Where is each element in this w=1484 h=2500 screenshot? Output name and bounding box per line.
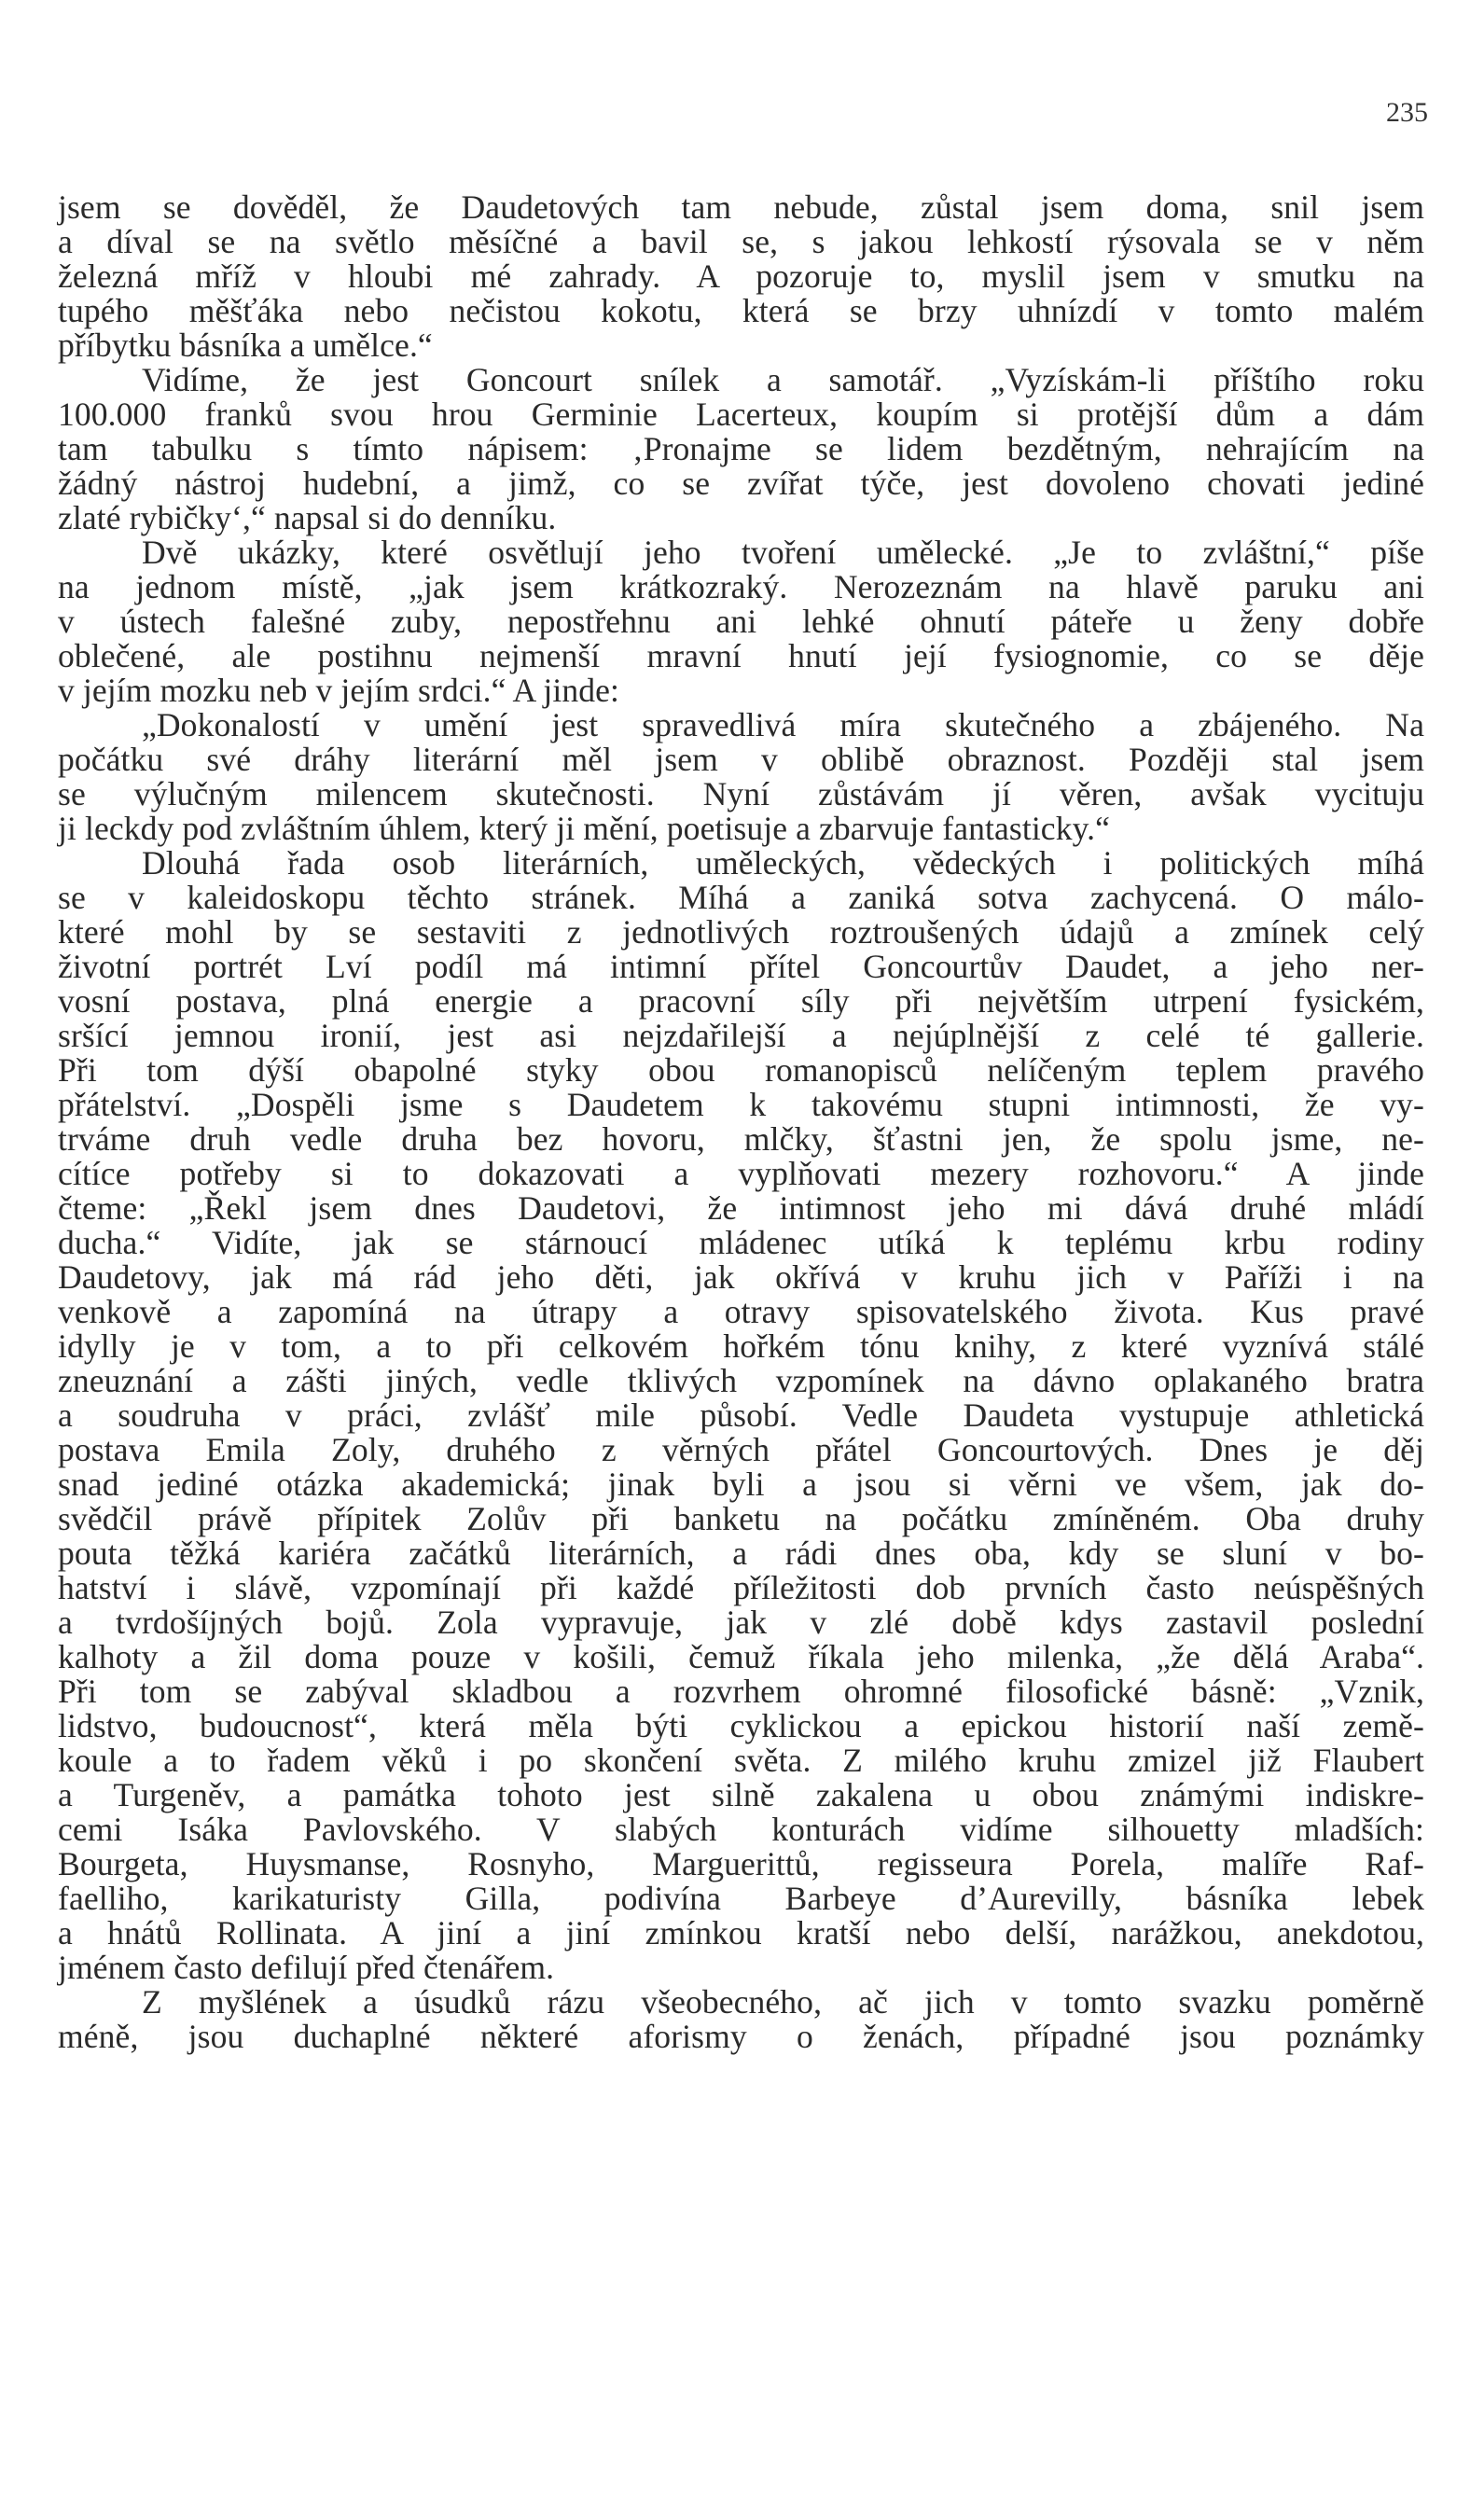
text-line: idylly je v tom, a to při celkovém hořkém tónu knihy, z které vyznívá stálé (58, 1327, 1424, 1365)
text-line: oblečené, ale postihnu nejmenší mravní hnutí její fysiognomie, co se děje (58, 637, 1424, 674)
text-line: vosní postava, plná energie a pracovní síly při největším utrpení fysickém, (58, 982, 1424, 1020)
text-line: a soudruha v práci, zvlášť mile působí. Vedle Daudeta vystupuje athletická (58, 1396, 1424, 1434)
text-line: svědčil právě přípitek Zolův při banketu na počátku zmíněném. Oba druhy (58, 1500, 1424, 1537)
text-line: snad jediné otázka akademická; jinak byli a jsou si věrni ve všem, jak do- (58, 1465, 1424, 1503)
text-line: „Dokonalostí v umění jest spravedlivá míra skutečného a zbájeného. Na (142, 706, 1424, 743)
text-line: jsem se dověděl, že Daudetových tam nebude, zůstal jsem doma, snil jsem (58, 188, 1424, 226)
text-line: Dvě ukázky, které osvětlují jeho tvoření umělecké. „Je to zvláštní,“ píše (142, 534, 1424, 571)
text-line: zneuznání a zášti jiných, vedle tklivých vzpomínek na dávno oplakaného bratra (58, 1362, 1424, 1399)
text-line: trváme druh vedle druha bez hovoru, mlčky, šťastni jen, že spolu jsme, ne- (58, 1120, 1424, 1158)
body-text (58, 190, 1424, 2054)
text-line: počátku své dráhy literární měl jsem v oblibě obraznost. Později stal jsem (58, 741, 1424, 778)
text-line: Daudetovy, jak má rád jeho děti, jak okřívá v kruhu jich v Paříži i na (58, 1258, 1424, 1296)
text-line: Bourgeta, Huysmanse, Rosnyho, Marguerittů, regisseura Porela, malíře Raf- (58, 1845, 1424, 1882)
text-line: v ústech falešné zuby, nepostřehnu ani lehké ohnutí páteře u ženy dobře (58, 603, 1424, 640)
text-line: příbytku básníka a umělce.“ (58, 326, 433, 364)
text-line: pouta těžká kariéra začátků literárních, a rádi dnes oba, kdy se sluní v bo- (58, 1535, 1424, 1572)
text-line: na jednom místě, „jak jsem krátkozraký. Nerozeznám na hlavě paruku ani (58, 568, 1424, 605)
text-line: žádný nástroj hudební, a jimž, co se zvířat týče, jest dovoleno chovati jediné (58, 465, 1424, 502)
text-line: a díval se na světlo měsíčné a bavil se, s jakou lehkostí rýsovala se v něm (58, 223, 1424, 260)
text-line: se výlučným milencem skutečnosti. Nyní zůstávám jí věren, avšak vycituju (58, 775, 1424, 812)
text-line: cemi Isáka Pavlovského. V slabých konturách vidíme silhouetty mladších: (58, 1811, 1424, 1848)
text-line: hatství i slávě, vzpomínají při každé příležitosti dob prvních často neúspěšných (58, 1569, 1424, 1606)
text-line: koule a to řadem věků i po skončení světa. Z milého kruhu zmizel již Flaubert (58, 1742, 1424, 1779)
text-line: a Turgeněv, a památka tohoto jest silně zakalena u obou známými indiskre- (58, 1776, 1424, 1813)
text-line: životní portrét Lví podíl má intimní přítel Goncourtův Daudet, a jeho ner- (58, 948, 1424, 985)
text-line: lidstvo, budoucnost“, která měla býti cyklickou a epickou historií naší země- (58, 1707, 1424, 1744)
text-line: přátelství. „Dospěli jsme s Daudetem k takovému stupni intimnosti, že vy- (58, 1086, 1424, 1123)
text-line: Z myšlének a úsudků rázu všeobecného, ač jich v tomto svazku poměrně (142, 1983, 1424, 2021)
text-line: faelliho, karikaturisty Gilla, podivína Barbeye d’Aurevilly, básníka lebek (58, 1880, 1424, 1917)
text-line: se v kaleidoskopu těchto stránek. Míhá a zaniká sotva zachycená. O málo- (58, 879, 1424, 916)
text-line: tupého měšťáka nebo nečistou kokotu, která se brzy uhnízdí v tomto malém (58, 292, 1424, 329)
text-line: zlaté rybičky‘,“ napsal si do denníku. (58, 499, 557, 536)
text-line: železná mříž v hloubi mé zahrady. A pozoruje to, myslil jsem v smutku na (58, 257, 1424, 295)
text-line: venkově a zapomíná na útrapy a otravy spisovatelského života. Kus pravé (58, 1293, 1424, 1330)
text-line: kalhoty a žil doma pouze v košili, čemuž říkala jeho milenka, „že dělá Araba“. (58, 1638, 1424, 1675)
text-line: a hnátů Rollinata. A jiní a jiní zmínkou kratší nebo delší, narážkou, anekdotou, (58, 1914, 1424, 1951)
text-line: méně, jsou duchaplné některé aforismy o ženách, případné jsou poznámky (58, 2018, 1424, 2055)
text-line: Vidíme, že jest Goncourt snílek a samotář. „Vyzískám-li příštího roku (142, 361, 1424, 398)
text-line: jménem často defilují před čtenářem. (58, 1949, 555, 1986)
text-line: v jejím mozku neb v jejím srdci.“ A jinde: (58, 672, 620, 709)
text-line: Při tom dýší obapolné styky obou romanopisců nelíčeným teplem pravého (58, 1051, 1424, 1089)
text-line: Při tom se zabýval skladbou a rozvrhem ohromné filosofické básně: „Vznik, (58, 1673, 1424, 1710)
text-line: ducha.“ Vidíte, jak se stárnoucí mládenec utíká k teplému krbu rodiny (58, 1224, 1424, 1261)
page-number: 235 (1386, 97, 1428, 128)
text-line: které mohl by se sestaviti z jednotlivých roztroušených údajů a zmínek celý (58, 913, 1424, 951)
text-line: sršící jemnou ironií, jest asi nejzdařilejší a nejúplnější z celé té gallerie. (58, 1017, 1424, 1054)
text-line: ji leckdy pod zvláštním úhlem, který ji mění, poetisuje a zbarvuje fantasticky.“ (58, 810, 1111, 847)
text-line: Dlouhá řada osob literárních, uměleckých, vědeckých i politických míhá (142, 844, 1424, 882)
text-line: čteme: „Řekl jsem dnes Daudetovi, že intimnost jeho mi dává druhé mládí (58, 1189, 1424, 1227)
text-line: cítíce potřeby si to dokazovati a vyplňovati mezery rozhovoru.“ A jinde (58, 1155, 1424, 1192)
text-line: tam tabulku s tímto nápisem: ‚Pronajme se lidem bezdětným, nehrajícím na (58, 430, 1424, 467)
text-line: a tvrdošíjných bojů. Zola vypravuje, jak v zlé době kdys zastavil poslední (58, 1604, 1424, 1641)
text-line: 100.000 franků svou hrou Germinie Lacerteux, koupím si protější dům a dám (58, 396, 1424, 433)
text-line: postava Emila Zoly, druhého z věrných přátel Goncourtových. Dnes je děj (58, 1431, 1424, 1468)
